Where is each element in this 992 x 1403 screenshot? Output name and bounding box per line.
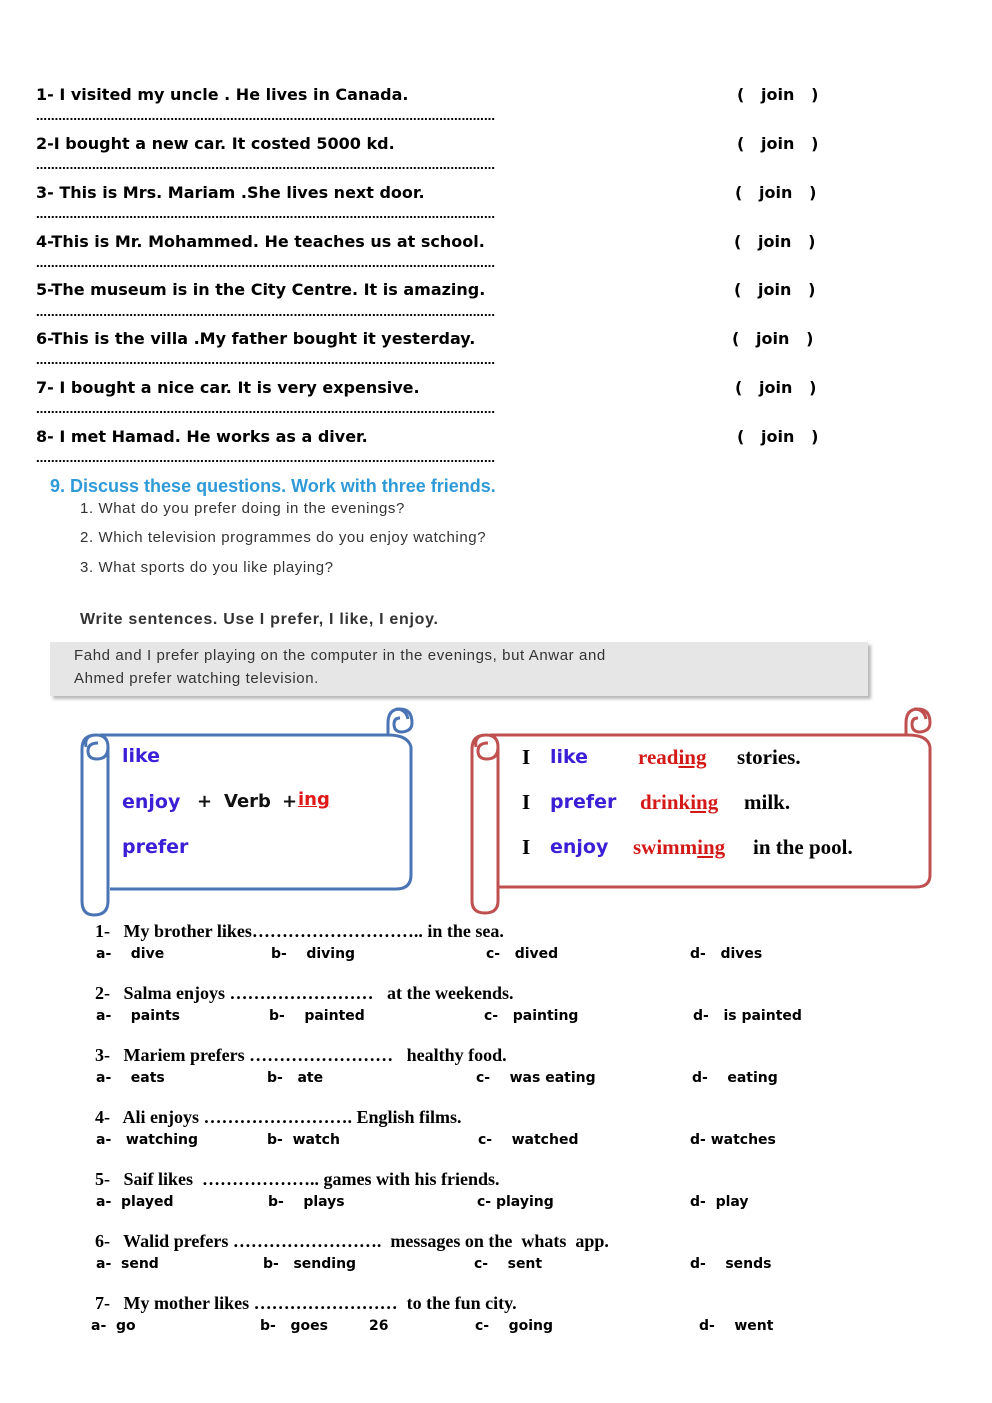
mcq-option-d[interactable]: d- is painted (693, 1008, 802, 1024)
join-hint: ( join ) (737, 427, 819, 446)
rule-plus: + (197, 791, 213, 812)
example-pronoun: I (522, 745, 531, 769)
join-hint: ( join ) (737, 134, 819, 153)
example-rest: milk. (744, 790, 791, 814)
join-sentence: 6-This is the villa .My father bought it yesterday. (36, 329, 476, 348)
page-number: 26 (369, 1318, 389, 1334)
discussion-question: 1. What do you prefer doing in the evenings? (80, 500, 405, 517)
answer-line[interactable]: …………………………………………………………………………………………………………… (36, 306, 496, 319)
answer-line[interactable]: …………………………………………………………………………………………………………… (36, 110, 496, 123)
mcq-question: 4- Ali enjoys ……………………. English films. (95, 1107, 462, 1127)
mcq-option-b[interactable]: b- goes (260, 1318, 328, 1334)
example-gerund: swimming (633, 835, 726, 859)
mcq-option-d[interactable]: d- play (690, 1194, 749, 1210)
join-hint: ( join ) (732, 329, 814, 348)
answer-line[interactable]: …………………………………………………………………………………………………………… (36, 403, 496, 416)
example-verb: prefer (550, 791, 617, 813)
mcq-option-a[interactable]: a- watching (96, 1132, 199, 1148)
mcq-option-d[interactable]: d- watches (690, 1132, 776, 1148)
join-hint: ( join ) (737, 85, 819, 104)
mcq-option-c[interactable]: c- dived (486, 946, 559, 962)
join-sentence: 7- I bought a nice car. It is very expensive. (36, 378, 420, 397)
join-sentence: 1- I visited my uncle . He lives in Canada. (36, 85, 409, 104)
answer-line[interactable]: …………………………………………………………………………………………………………… (36, 354, 496, 367)
answer-line[interactable]: …………………………………………………………………………………………………………… (36, 257, 496, 270)
example-verb: enjoy (550, 836, 609, 858)
mcq-option-a[interactable]: a- go (91, 1318, 136, 1334)
join-hint: ( join ) (734, 280, 816, 299)
answer-line[interactable]: …………………………………………………………………………………………………………… (36, 452, 496, 465)
rule-verb-like: like (122, 745, 161, 767)
mcq-option-b[interactable]: b- diving (271, 946, 356, 962)
join-hint: ( join ) (735, 378, 817, 397)
join-hint: ( join ) (734, 232, 816, 251)
mcq-option-d[interactable]: d- dives (690, 946, 763, 962)
rule-verb-prefer: prefer (122, 836, 189, 858)
mcq-question: 2- Salma enjoys …………………… at the weekends. (95, 983, 514, 1003)
example-gerund: drinking (640, 790, 719, 814)
join-sentence: 3- This is Mrs. Mariam .She lives next door. (36, 183, 425, 202)
mcq-option-c[interactable]: c- painting (484, 1008, 579, 1024)
join-sentence: 8- I met Hamad. He works as a diver. (36, 427, 368, 446)
mcq-option-a[interactable]: a- dive (96, 946, 165, 962)
mcq-option-b[interactable]: b- plays (268, 1194, 345, 1210)
rule-verb-enjoy: enjoy (122, 791, 181, 813)
answer-line[interactable]: …………………………………………………………………………………………………………… (36, 208, 496, 221)
discussion-question: 2. Which television programmes do you enjoy watching? (80, 529, 487, 546)
mcq-option-c[interactable]: c- sent (474, 1256, 543, 1272)
example-rest: stories. (737, 745, 801, 769)
join-sentence: 2-I bought a new car. It costed 5000 kd. (36, 134, 395, 153)
example-pronoun: I (522, 790, 531, 814)
rule-plus: + (282, 791, 298, 812)
example-line: Fahd and I prefer playing on the computer in the evenings, but Anwar and (74, 647, 606, 664)
answer-line[interactable]: …………………………………………………………………………………………………………… (36, 159, 496, 172)
write-sentences-title: Write sentences. Use I prefer, I like, I enjoy. (80, 611, 439, 628)
example-rest: in the pool. (753, 835, 853, 859)
mcq-option-a[interactable]: a- send (96, 1256, 159, 1272)
mcq-option-d[interactable]: d- went (699, 1318, 774, 1334)
mcq-option-b[interactable]: b- painted (269, 1008, 365, 1024)
example-line: Ahmed prefer watching television. (74, 670, 319, 687)
mcq-option-b[interactable]: b- sending (263, 1256, 357, 1272)
mcq-question: 1- My brother likes……………………….. in the sea. (95, 921, 504, 941)
mcq-option-d[interactable]: d- eating (692, 1070, 778, 1086)
mcq-option-a[interactable]: a- paints (96, 1008, 181, 1024)
join-sentence: 5-The museum is in the City Centre. It is amazing. (36, 280, 486, 299)
rule-ing-suffix: ing (298, 789, 330, 810)
example-gerund: reading (638, 745, 707, 769)
mcq-option-c[interactable]: c- going (475, 1318, 554, 1334)
section9-title: 9. Discuss these questions. Work with three friends. (50, 476, 496, 496)
example-pronoun: I (522, 835, 531, 859)
rule-verb-label: Verb (224, 791, 271, 812)
mcq-option-a[interactable]: a- played (96, 1194, 174, 1210)
mcq-option-b[interactable]: b- watch (267, 1132, 340, 1148)
mcq-option-c[interactable]: c- was eating (476, 1070, 596, 1086)
example-verb: like (550, 746, 589, 768)
join-sentence: 4-This is Mr. Mohammed. He teaches us at school. (36, 232, 485, 251)
mcq-question: 6- Walid prefers ……………………. messages on the whats app. (95, 1231, 609, 1251)
discussion-question: 3. What sports do you like playing? (80, 559, 334, 576)
mcq-option-a[interactable]: a- eats (96, 1070, 165, 1086)
mcq-option-d[interactable]: d- sends (690, 1256, 772, 1272)
join-hint: ( join ) (735, 183, 817, 202)
mcq-question: 7- My mother likes …………………… to the fun city. (95, 1293, 517, 1313)
mcq-question: 5- Saif likes ……………….. games with his friends. (95, 1169, 500, 1189)
mcq-option-c[interactable]: c- watched (478, 1132, 579, 1148)
mcq-option-c[interactable]: c- playing (477, 1194, 554, 1210)
mcq-question: 3- Mariem prefers …………………… healthy food. (95, 1045, 507, 1065)
mcq-option-b[interactable]: b- ate (267, 1070, 324, 1086)
